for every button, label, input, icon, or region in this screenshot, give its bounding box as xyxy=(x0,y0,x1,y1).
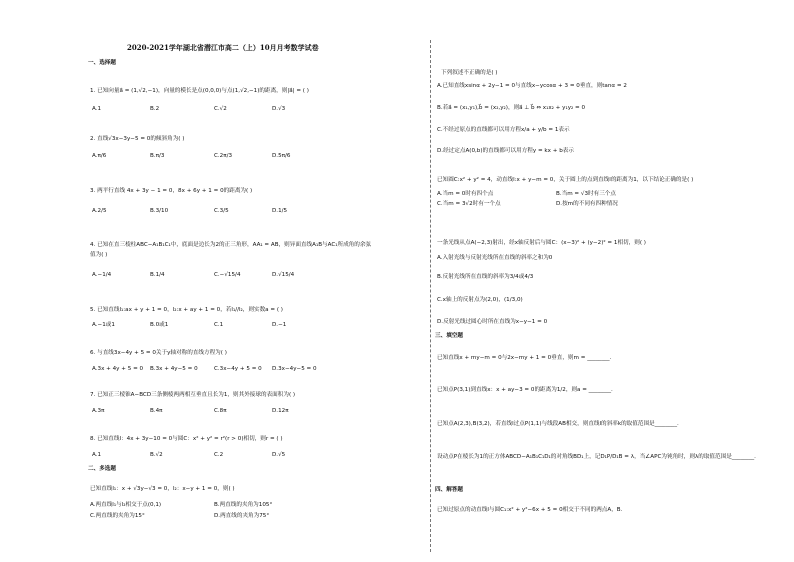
question-16: 设动点P在棱长为1的正方体ABCD−A₁B₁C₁D₁的对角线BD₁上，记D₁P/D₁B = λ，当∠APC为钝角时，则λ的取值范围是________. xyxy=(437,454,756,460)
question-4-option-b: B.1/4 xyxy=(150,272,165,278)
question-5-option-d: D.−1 xyxy=(272,322,287,328)
question-2-option-c: C.2π/3 xyxy=(214,153,233,159)
question-4-stem: 4. 已知在直三棱柱ABC−A₁B₁C₁中，底面是边长为2的正三角形，AA₁ = AB，则异面直线A₁B与AC₁所成角的余弦 xyxy=(90,242,372,248)
question-1-option-c: C.√2 xyxy=(214,106,227,112)
question-10-option-b: B.若a⃗ = (x₁,y₁),b⃗ = (x₂,y₂)，则a⃗ ⊥ b⃗ ⇔ x₁x₂ + y₁y₂ = 0 xyxy=(437,105,586,111)
question-9-option-c: C.两直线的夹角为15° xyxy=(90,513,145,519)
question-5-option-c: C.1 xyxy=(214,322,224,328)
question-1-option-d: D.√3 xyxy=(272,106,286,112)
question-10-option-a: A.已知直线xsinα + 2y−1 = 0与直线x−ycosα + 3 = 0垂直，则tanα = 2 xyxy=(437,83,627,89)
question-10-option-d: D.经过定点A(0,b)的直线都可以用方程y = kx + b表示 xyxy=(437,148,574,154)
question-9-option-a: A.两直线l₁与l₂相交于点(0,1) xyxy=(90,502,162,508)
question-6-option-a: A.3x + 4y + 5 = 0 xyxy=(92,366,144,372)
question-2-option-a: A.π/6 xyxy=(92,153,107,159)
question-6-stem: 6. 与直线3x−4y + 5 = 0关于y轴对称的直线方程为( ) xyxy=(90,350,227,356)
question-3-option-d: D.1/5 xyxy=(272,208,288,214)
question-9-stem: 已知直线l₁：x + √3y−√3 = 0，l₂：x−y + 1 = 0，则( ) xyxy=(90,486,235,492)
question-2-option-d: D.5π/6 xyxy=(272,153,291,159)
question-14: 已知点P(3,1)到直线x：x + ay−3 = 0的距离为1/2，则a = ________. xyxy=(437,387,613,393)
question-6-option-d: D.3x−4y−5 = 0 xyxy=(272,366,317,372)
question-11-option-c: C.当m = 3√2时有一个点 xyxy=(437,201,501,207)
question-11-option-d: D.按m的不同有四种情况 xyxy=(556,201,618,207)
question-15: 已知点A(2,3),B(3,2)，若直线l过点P(1,1)与线段AB相交，则直线l的斜率k的取值范围是________. xyxy=(437,421,679,427)
question-12-option-a: A.入射光线与反射光线所在直线的斜率之和为0 xyxy=(437,255,553,261)
question-8-option-c: C.2 xyxy=(214,452,224,458)
question-3-option-b: B.3/10 xyxy=(150,208,169,214)
question-7-option-a: A.3π xyxy=(92,408,105,414)
section-choice-title: 一、选择题 xyxy=(88,60,116,66)
question-11-option-b: B.当m = √3时有三个点 xyxy=(556,191,616,197)
question-1-stem: 1. 已知向量a⃗ = (1,√2,−1)，向量的模长是点(0,0,0)与点(1,√2,−1)的距离，则|a⃗| = ( ) xyxy=(90,88,309,94)
question-8-stem: 8. 已知直线l：4x + 3y−10 = 0与圆C：x² + y² = r²(r > 0)相切，则r = ( ) xyxy=(90,436,283,442)
question-6-option-c: C.3x−4y + 5 = 0 xyxy=(214,366,262,372)
section-multichoice-title: 二、多选题 xyxy=(88,466,116,472)
question-8-option-d: D.√5 xyxy=(272,452,286,458)
question-10-option-c: C.不经过原点的直线都可以用方程x/a + y/b = 1表示 xyxy=(437,127,570,133)
question-5-stem: 5. 已知直线l₁:ax + y + 1 = 0，l₂:x + ay + 1 = 0，若l₁//l₂，则实数a = ( ) xyxy=(90,307,283,313)
question-9-option-b: B.两直线的夹角为105° xyxy=(214,502,273,508)
question-3-option-c: C.3/5 xyxy=(214,208,229,214)
question-12-option-b: B.反射光线所在直线的斜率为3/4或4/3 xyxy=(437,274,534,280)
question-9-option-d: D.两直线的夹角为75° xyxy=(214,513,270,519)
question-1-option-a: A.1 xyxy=(92,106,102,112)
question-5-option-a: A.−1或1 xyxy=(92,322,115,328)
section-fill-blank-title: 三、填空题 xyxy=(435,333,463,339)
question-13: 已知直线x + my−m = 0与2x−my + 1 = 0垂直，则m = ________. xyxy=(437,355,612,361)
question-4-option-c: C.−√15/4 xyxy=(214,272,241,278)
question-11-stem: 已知圆C:x² + y² = 4，动直线l:x + y−m = 0，关于圆上的点到直线l的距离为1，以下结论正确的是( ) xyxy=(437,177,694,183)
question-10-stem: 下列叙述不正确的是( ) xyxy=(441,70,498,76)
question-7-option-c: C.8π xyxy=(214,408,227,414)
question-7-option-b: B.4π xyxy=(150,408,163,414)
question-4-option-d: D.√15/4 xyxy=(272,272,295,278)
question-12-option-c: C.x轴上的反射点为(2,0)，(1/3,0) xyxy=(437,297,523,303)
column-divider xyxy=(430,40,431,552)
question-4-option-a: A.−1/4 xyxy=(92,272,112,278)
question-2-option-b: B.π/3 xyxy=(150,153,165,159)
question-8-option-b: B.√2 xyxy=(150,452,163,458)
section-answer-title: 四、解答题 xyxy=(435,487,463,493)
question-5-option-b: B.0或1 xyxy=(150,322,169,328)
question-7-stem: 7. 已知正三棱锥A−BCD三条侧棱两两相互垂直且长为1，则其外接球的表面积为( ) xyxy=(90,392,296,398)
question-2-stem: 2. 直线√3x−3y−5 = 0的倾斜角为( ) xyxy=(90,136,185,142)
question-11-option-a: A.当m = 0时有四个点 xyxy=(437,191,494,197)
question-8-option-a: A.1 xyxy=(92,452,102,458)
question-17: 已知过原点的动直线l与圆C₁:x² + y²−6x + 5 = 0相交于不同的两点A，B. xyxy=(437,507,623,513)
question-3-stem: 3. 两平行直线 4x + 3y − 1 = 0，8x + 6y + 1 = 0的距离为( ) xyxy=(90,188,253,194)
question-3-option-a: A.2/5 xyxy=(92,208,107,214)
question-7-option-d: D.12π xyxy=(272,408,289,414)
question-6-option-b: B.3x + 4y−5 = 0 xyxy=(150,366,198,372)
question-12-stem: 一条光线从点A(−2,3)射出，经x轴反射后与圆C：(x−3)² + (y−2)² = 1相切，则( ) xyxy=(437,240,646,246)
question-4-stem-continued: 值为( ) xyxy=(90,252,108,258)
question-12-option-d: D.反射光线过圆心时所在直线为x−y−1 = 0 xyxy=(437,319,548,325)
question-1-option-b: B.2 xyxy=(150,106,160,112)
exam-title: 2020-2021学年湖北省潜江市高二（上）10月月考数学试卷 xyxy=(127,43,319,52)
